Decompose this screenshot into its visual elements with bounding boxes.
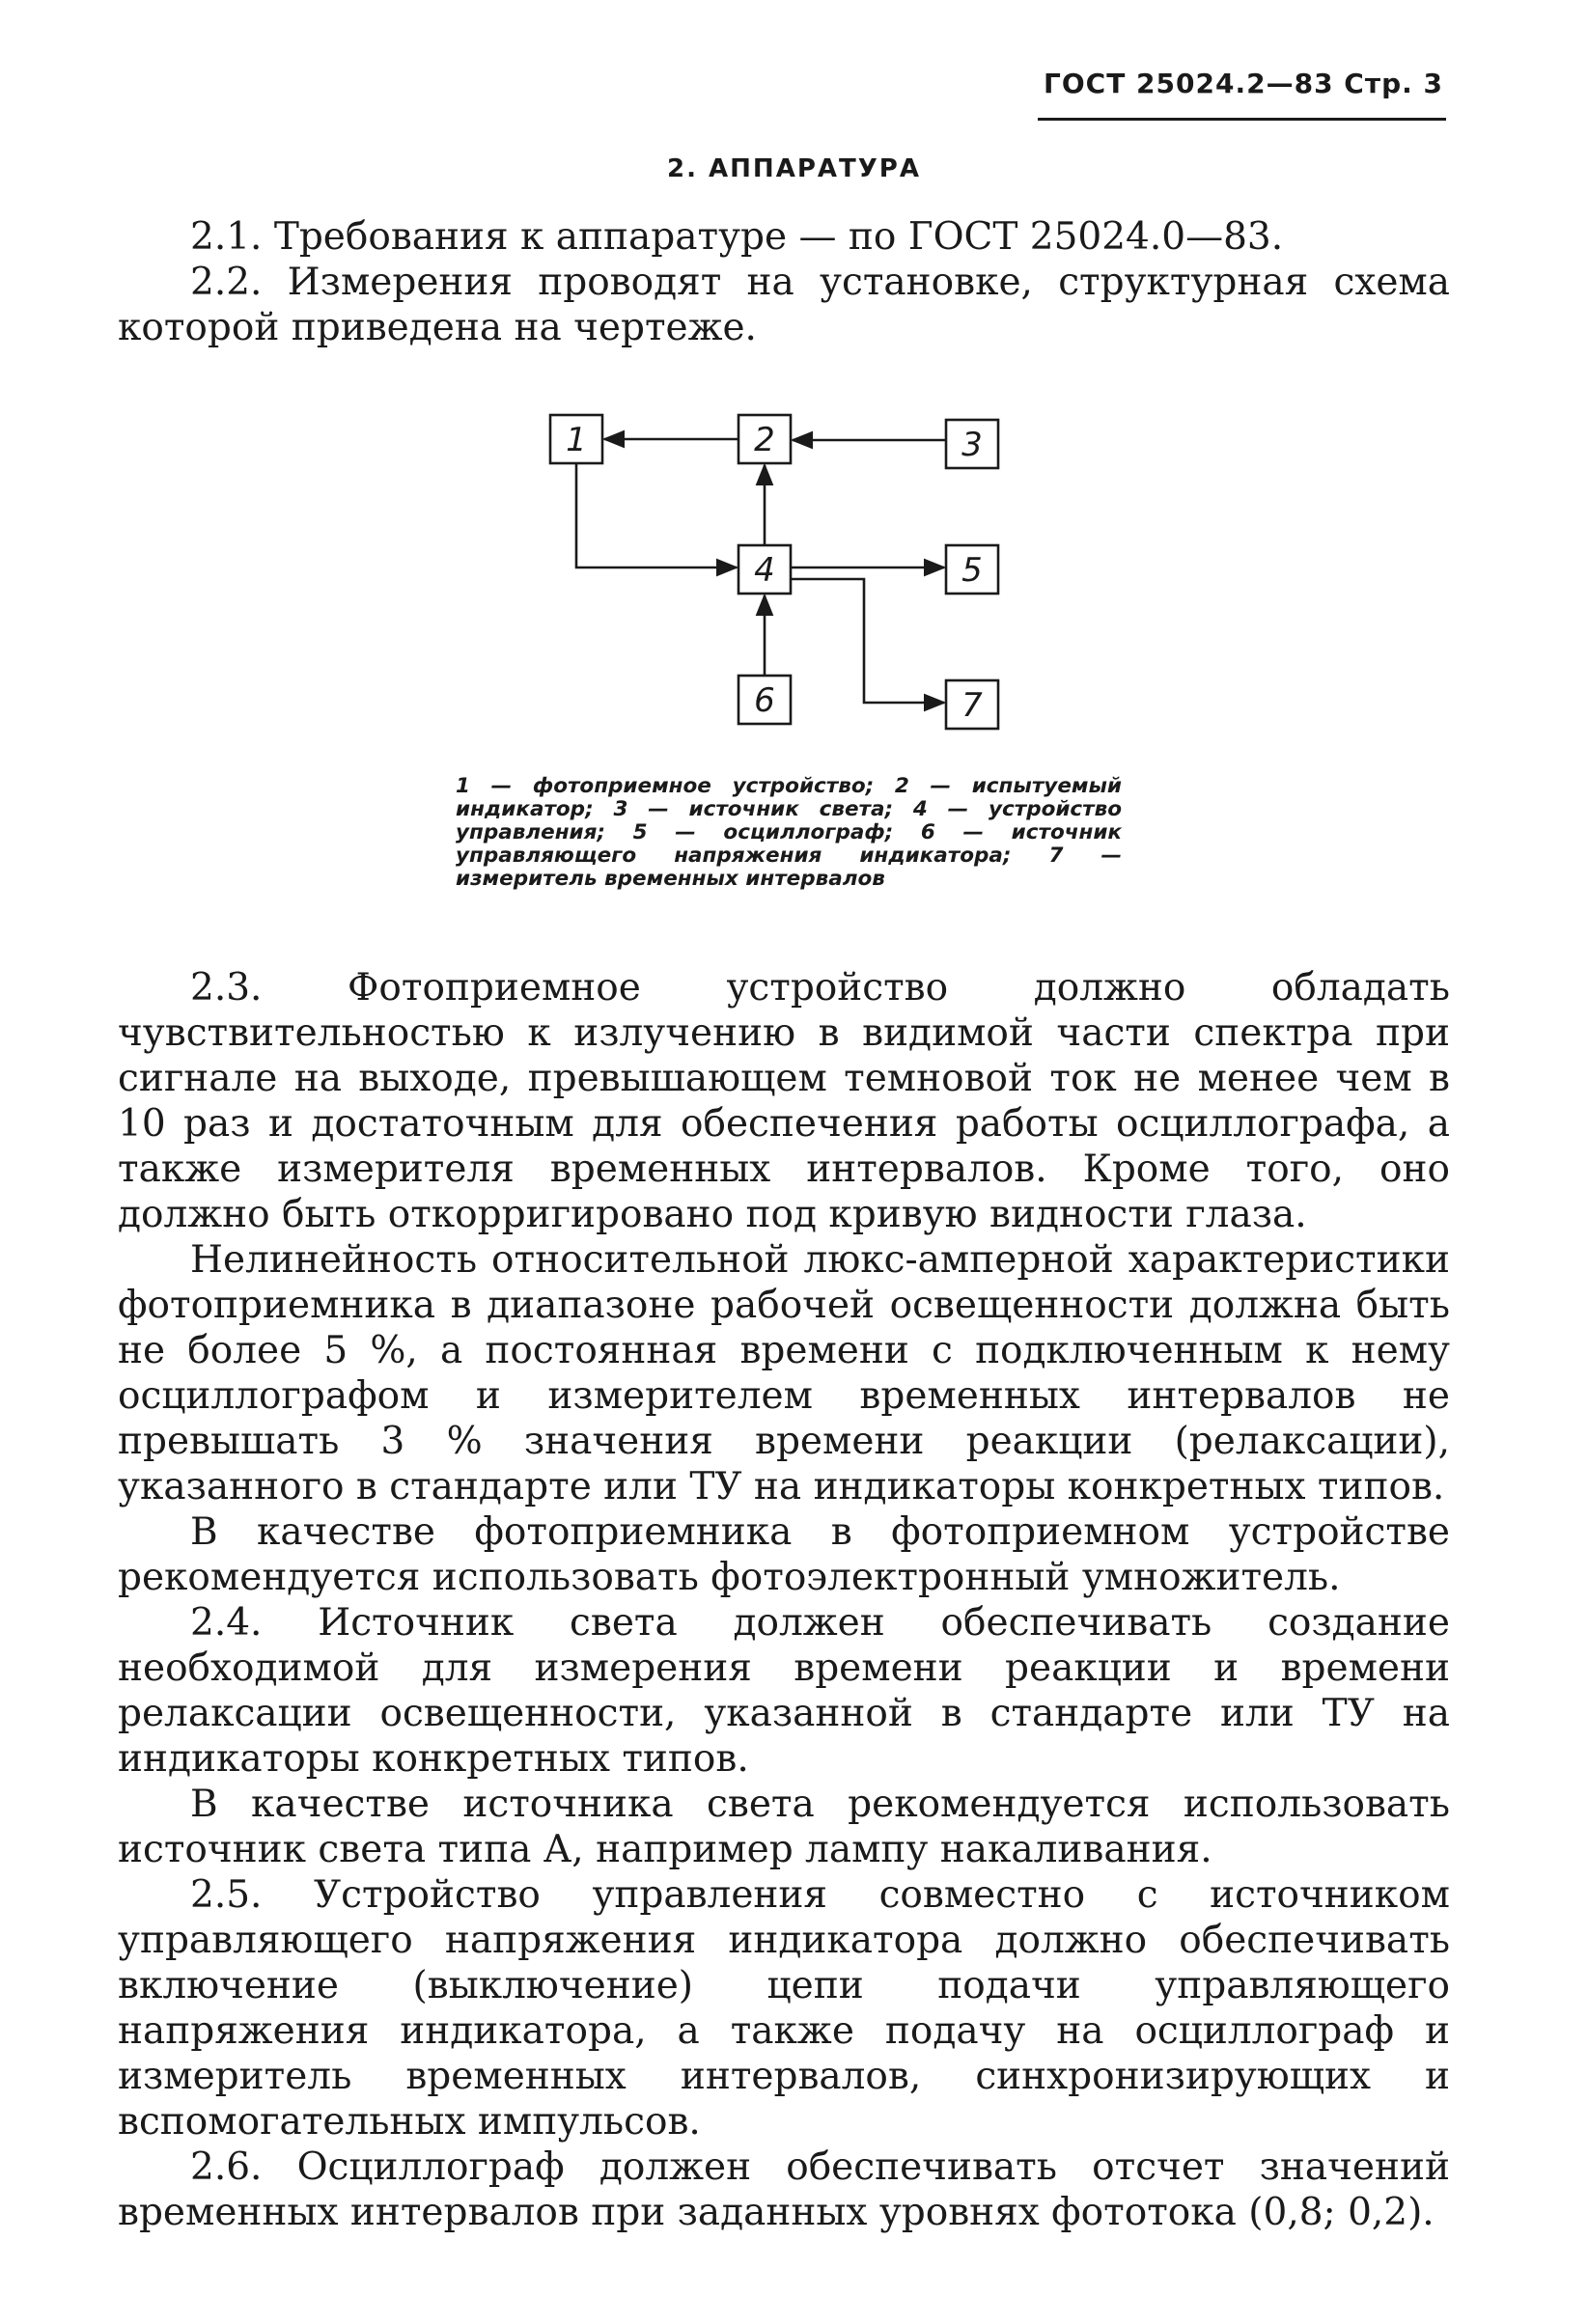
- paragraph-2-6: 2.6. Осциллограф должен обеспечивать отсчет значений временных интервалов при заданных уровнях фототока (0,8; 0,2).: [118, 2145, 1450, 2234]
- caption-text: 1 — фотоприемное устройство; 2 — испытуемый индикатор; 3 — источник света; 4 — устройство управления; 5 — осциллограф; 6 — источник управляющего напряжения индикатора; 7 — измеритель временных интервалов: [456, 774, 1122, 891]
- intro-text: [118, 214, 1450, 350]
- box-6-label: 6: [754, 681, 775, 720]
- page-header: ГОСТ 25024.2—83 Стр. 3: [1044, 68, 1443, 99]
- paragraph-light-source: В качестве источника света рекомендуется использовать источник света типа А, например лампу накаливания.: [118, 1783, 1450, 1871]
- block-diagram: [541, 405, 1043, 753]
- paragraph-2-5: 2.5. Устройство управления совместно с источником управляющего напряжения индикатора должно обеспечивать включение (выключение) цепи подачи управляющего напряжения индикатора, а также подачу на осциллограф и измеритель временных интервалов, синхронизирующих и вспомогательных импульсов.: [118, 1873, 1450, 2144]
- paragraph-2-3: 2.3. Фотоприемное устройство должно обладать чувствительностью к излучению в видимой части спектра при сигнале на выходе, превышающем темновой ток не менее чем в 10 раз и достаточным для обеспечения работы осциллографа, а также измерителя временных интервалов. Кроме того, оно должно быть откорригировано под кривую видности глаза.: [118, 966, 1450, 1236]
- box-3-label: 3: [961, 426, 983, 464]
- box-7-label: 7: [961, 686, 983, 725]
- paragraph-2-4: 2.4. Источник света должен обеспечивать создание необходимой для измерения времени реакции и времени релаксации освещенности, указанной в стандарте или ТУ на индикаторы конкретных типов.: [118, 1601, 1450, 1781]
- arrow-1-to-4: [576, 463, 737, 567]
- paragraph-nonlinearity: Нелинейность относительной люкс-амперной характеристики фотоприемника в диапазоне рабочей освещенности должна быть не более 5 %, а постоянная времени с подключенным к нему осциллографом и измерителем временных интервалов не превышать 3 % значения времени реакции (релаксации), указанного в стандарте или ТУ на индикаторы конкретных типов.: [118, 1238, 1450, 1508]
- arrow-4-to-7: [791, 579, 944, 703]
- box-4-label: 4: [754, 551, 775, 590]
- body-text: [118, 965, 1450, 2235]
- paragraph-2-1: 2.1. Требования к аппаратуре — по ГОСТ 25024.0—83.: [190, 215, 1284, 259]
- diagram-caption: [456, 775, 1122, 891]
- section-title: 2. АППАРАТУРА: [667, 154, 921, 183]
- box-1-label: 1: [566, 421, 587, 459]
- box-5-label: 5: [961, 551, 983, 590]
- paragraph-photodetector: В качестве фотоприемника в фотоприемном устройстве рекомендуется использовать фотоэлектронный умножитель.: [118, 1510, 1450, 1599]
- paragraph-2-2: 2.2. Измерения проводят на установке, структурная схема которой приведена на чертеже.: [118, 261, 1450, 349]
- box-2-label: 2: [754, 421, 775, 459]
- header-rule: [1038, 118, 1446, 121]
